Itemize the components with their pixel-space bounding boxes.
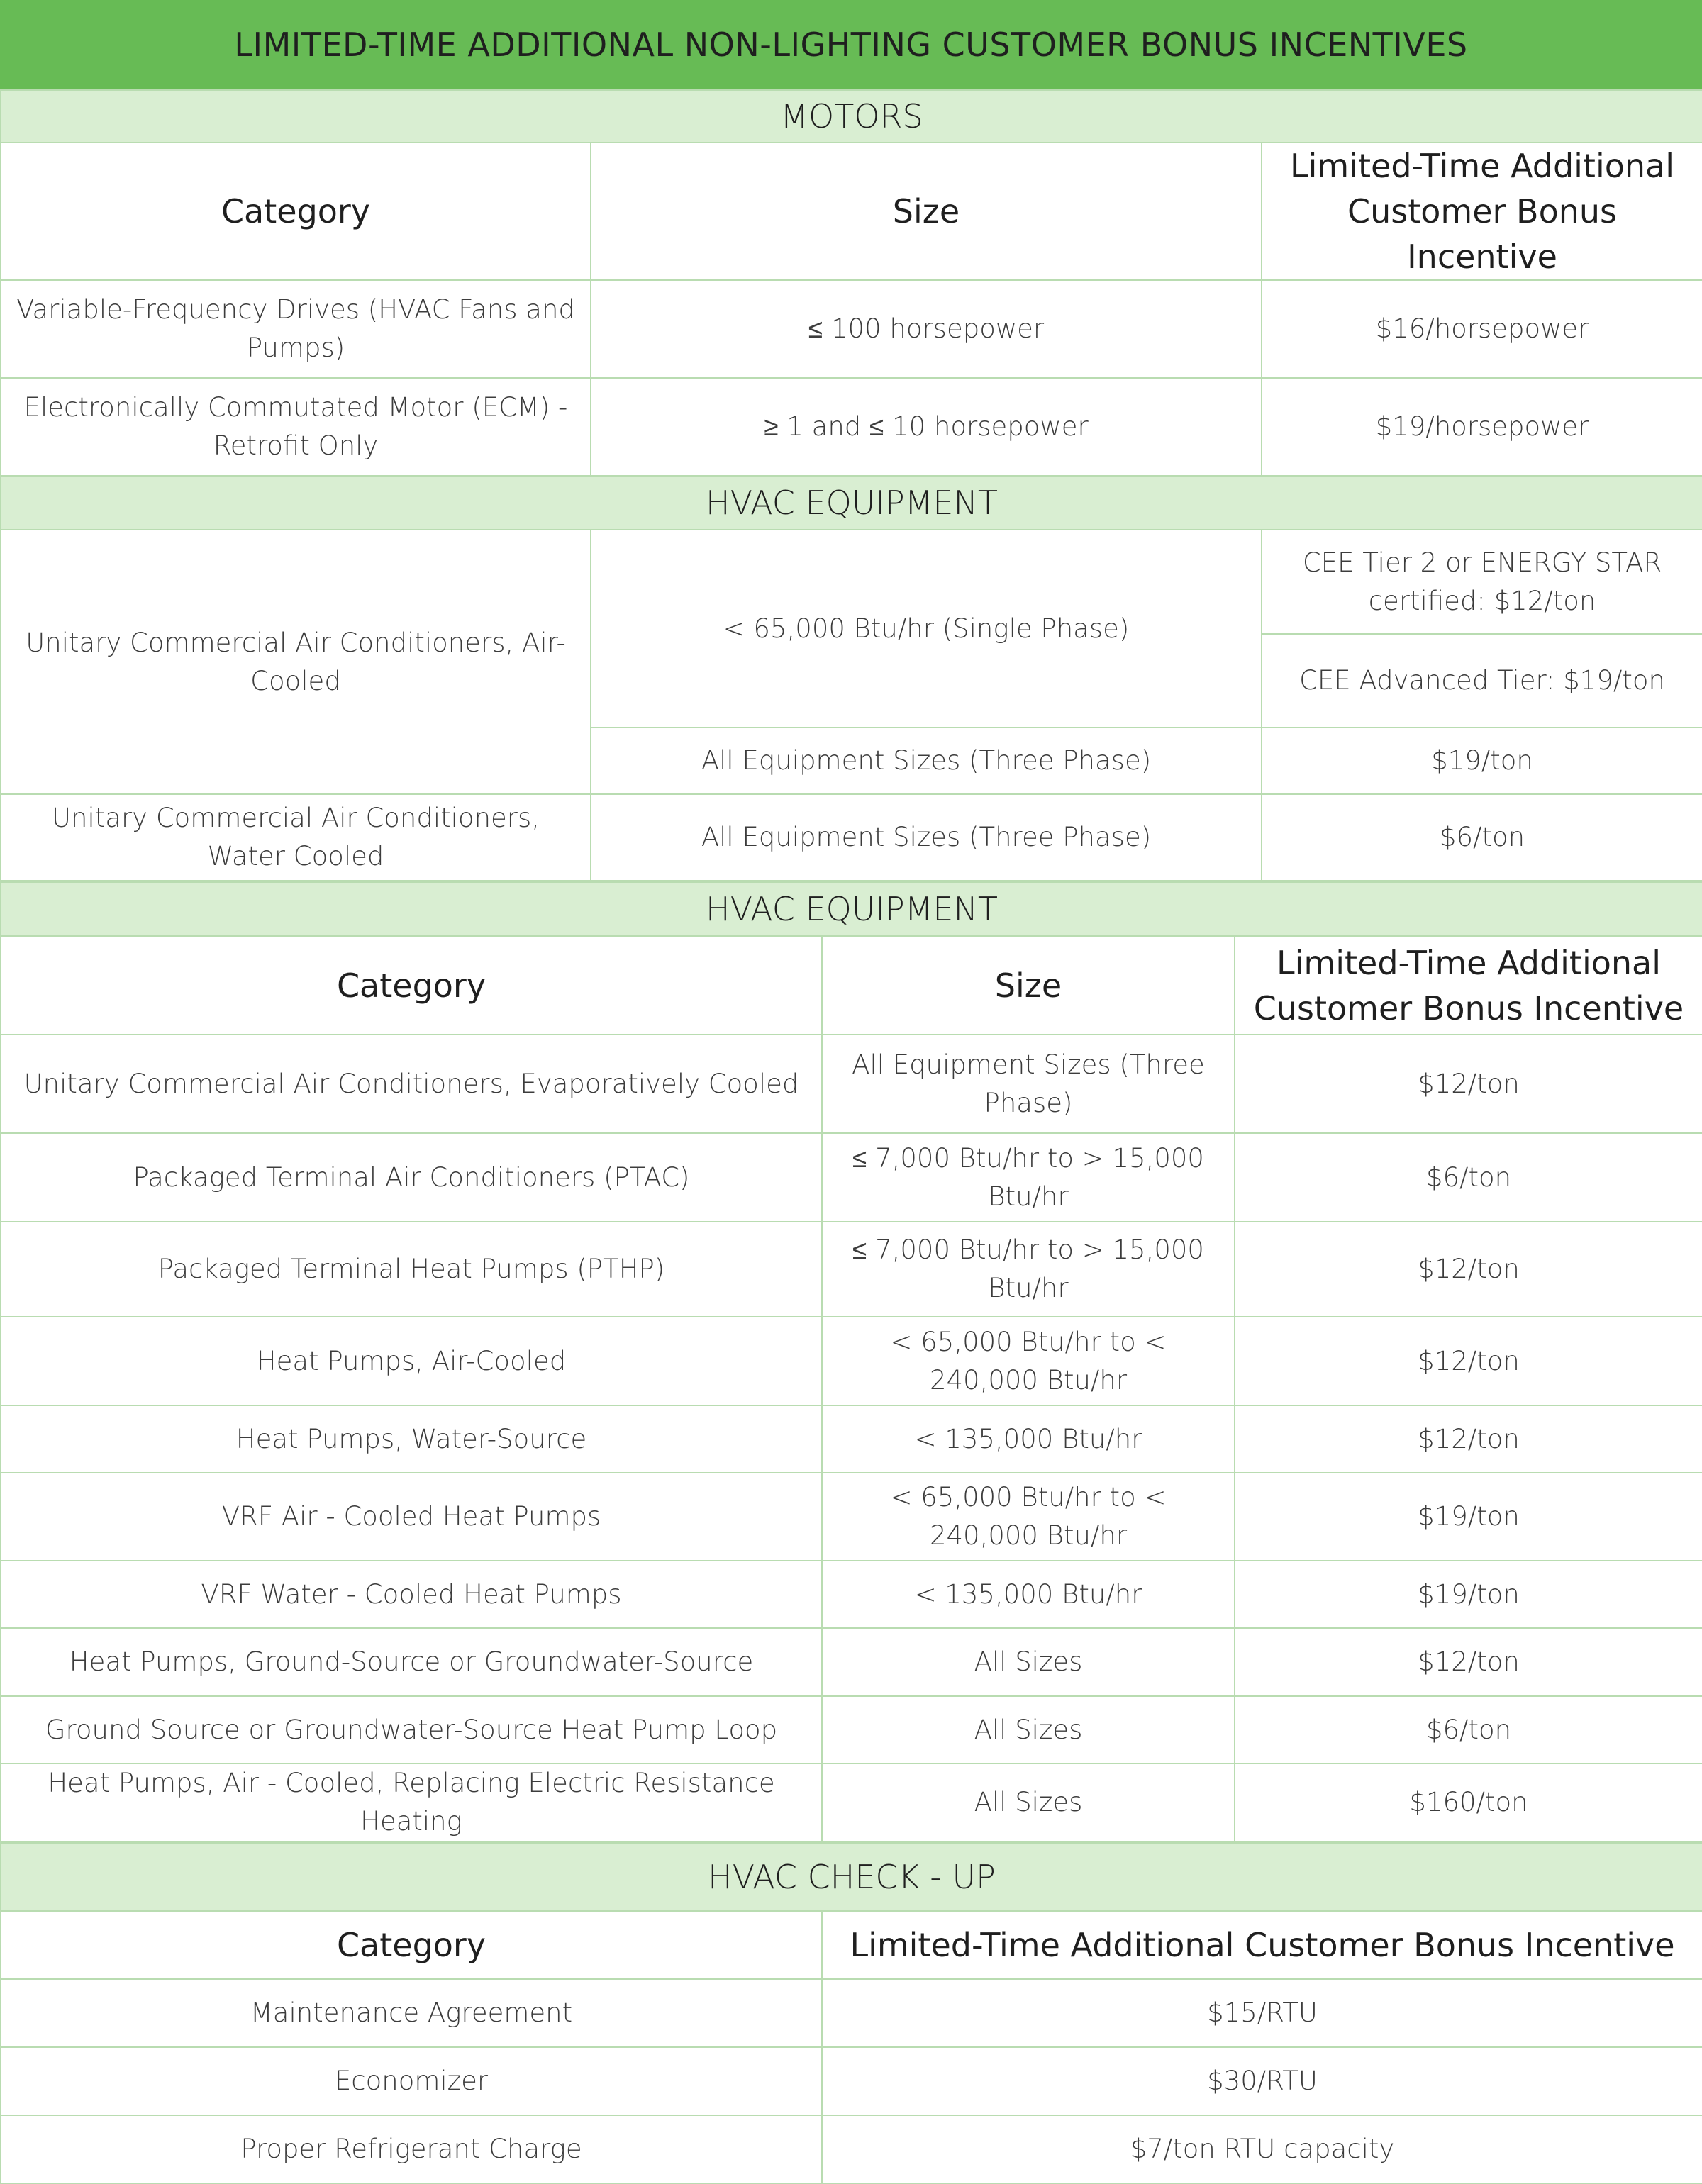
category-cell: Economizer: [1, 2047, 822, 2115]
motors-header-incentive: Limited-Time Additional Customer Bonus Incentive: [1262, 143, 1702, 280]
motors-header-category: Category: [1, 143, 591, 280]
hvac-header-incentive: Limited-Time Additional Customer Bonus Incentive: [1235, 936, 1702, 1035]
incentive-cell: $12/ton: [1235, 1317, 1702, 1405]
checkup-header-incentive: Limited-Time Additional Customer Bonus Incentive: [822, 1911, 1702, 1979]
table-row: [1, 1561, 1702, 1628]
incentive-cell: $30/RTU: [822, 2047, 1702, 2115]
category-cell: Unitary Commercial Air Conditioners, Evaporatively Cooled: [1, 1035, 822, 1133]
table-row: [1, 280, 1702, 378]
table-row: [1, 2115, 1702, 2183]
category-cell: Heat Pumps, Air-Cooled: [1, 1317, 822, 1405]
motors-heading: MOTORS: [1, 90, 1702, 143]
motors-hvac-table: [0, 89, 1702, 881]
size-cell: < 135,000 Btu/hr: [822, 1561, 1235, 1628]
category-cell: Unitary Commercial Air Conditioners, Water Cooled: [1, 794, 591, 881]
incentive-cell: $19/ton: [1235, 1561, 1702, 1628]
table-row: [1, 2047, 1702, 2115]
size-cell: All Sizes: [822, 1696, 1235, 1764]
incentive-cell: $6/ton: [1235, 1696, 1702, 1764]
size-cell: All Equipment Sizes (Three Phase): [591, 794, 1262, 881]
table-row: [1, 1979, 1702, 2047]
hvac-checkup-heading: HVAC CHECK - UP: [1, 1843, 1702, 1911]
size-cell: < 135,000 Btu/hr: [822, 1405, 1235, 1473]
table-row: [1, 1317, 1702, 1405]
incentive-cell: $6/ton: [1262, 794, 1702, 881]
category-cell: Unitary Commercial Air Conditioners, Air-Cooled: [1, 530, 591, 794]
category-cell: Maintenance Agreement: [1, 1979, 822, 2047]
size-cell: < 65,000 Btu/hr (Single Phase): [591, 530, 1262, 728]
incentive-cell: $6/ton: [1235, 1133, 1702, 1222]
hvac-header-size: Size: [822, 936, 1235, 1035]
category-cell: VRF Water - Cooled Heat Pumps: [1, 1561, 822, 1628]
hvac-equipment-table: [0, 881, 1702, 1842]
size-cell: ≥ 1 and ≤ 10 horsepower: [591, 378, 1262, 476]
table-row: [1, 378, 1702, 476]
incentive-cell: $12/ton: [1235, 1628, 1702, 1696]
incentive-cell: $12/ton: [1235, 1405, 1702, 1473]
size-cell: ≤ 7,000 Btu/hr to > 15,000 Btu/hr: [822, 1222, 1235, 1317]
category-cell: Electronically Commutated Motor (ECM) - Retrofit Only: [1, 378, 591, 476]
size-cell: All Sizes: [822, 1628, 1235, 1696]
hvac-checkup-table: [0, 1842, 1702, 2184]
category-cell: Packaged Terminal Heat Pumps (PTHP): [1, 1222, 822, 1317]
incentive-cell: $15/RTU: [822, 1979, 1702, 2047]
category-cell: Heat Pumps, Air - Cooled, Replacing Electric Resistance Heating: [1, 1764, 822, 1842]
size-cell: All Equipment Sizes (Three Phase): [822, 1035, 1235, 1133]
category-cell: Heat Pumps, Ground-Source or Groundwater-Source: [1, 1628, 822, 1696]
incentive-cell: CEE Tier 2 or ENERGY STAR certified: $12/ton: [1262, 530, 1702, 634]
size-cell: < 65,000 Btu/hr to < 240,000 Btu/hr: [822, 1473, 1235, 1561]
table-row: [1, 1628, 1702, 1696]
incentive-cell: CEE Advanced Tier: $19/ton: [1262, 634, 1702, 728]
table-row: [1, 1473, 1702, 1561]
size-cell: ≤ 7,000 Btu/hr to > 15,000 Btu/hr: [822, 1133, 1235, 1222]
table-row: [1, 1405, 1702, 1473]
incentive-cell: $7/ton RTU capacity: [822, 2115, 1702, 2183]
table-row: [1, 1764, 1702, 1842]
table-row: [1, 1696, 1702, 1764]
table-row: [1, 530, 1702, 634]
incentive-cell: $19/ton: [1262, 728, 1702, 794]
size-cell: All Sizes: [822, 1764, 1235, 1842]
incentive-cell: $160/ton: [1235, 1764, 1702, 1842]
size-cell: < 65,000 Btu/hr to < 240,000 Btu/hr: [822, 1317, 1235, 1405]
table-row: [1, 1222, 1702, 1317]
checkup-header-category: Category: [1, 1911, 822, 1979]
category-cell: VRF Air - Cooled Heat Pumps: [1, 1473, 822, 1561]
category-cell: Packaged Terminal Air Conditioners (PTAC): [1, 1133, 822, 1222]
hvac-equipment-heading-2: HVAC EQUIPMENT: [1, 882, 1702, 936]
incentive-cell: $19/ton: [1235, 1473, 1702, 1561]
category-cell: Heat Pumps, Water-Source: [1, 1405, 822, 1473]
motors-header-size: Size: [591, 143, 1262, 280]
category-cell: Proper Refrigerant Charge: [1, 2115, 822, 2183]
table-row: [1, 794, 1702, 881]
incentive-cell: $16/horsepower: [1262, 280, 1702, 378]
category-cell: Ground Source or Groundwater-Source Heat Pump Loop: [1, 1696, 822, 1764]
incentive-cell: $19/horsepower: [1262, 378, 1702, 476]
hvac-equipment-heading: HVAC EQUIPMENT: [1, 476, 1702, 530]
category-cell: Variable-Frequency Drives (HVAC Fans and Pumps): [1, 280, 591, 378]
incentive-cell: $12/ton: [1235, 1035, 1702, 1133]
hvac-header-category: Category: [1, 936, 822, 1035]
table-row: [1, 1133, 1702, 1222]
size-cell: ≤ 100 horsepower: [591, 280, 1262, 378]
page-title: LIMITED-TIME ADDITIONAL NON-LIGHTING CUSTOMER BONUS INCENTIVES: [0, 0, 1702, 89]
size-cell: All Equipment Sizes (Three Phase): [591, 728, 1262, 794]
table-row: [1, 1035, 1702, 1133]
incentive-cell: $12/ton: [1235, 1222, 1702, 1317]
